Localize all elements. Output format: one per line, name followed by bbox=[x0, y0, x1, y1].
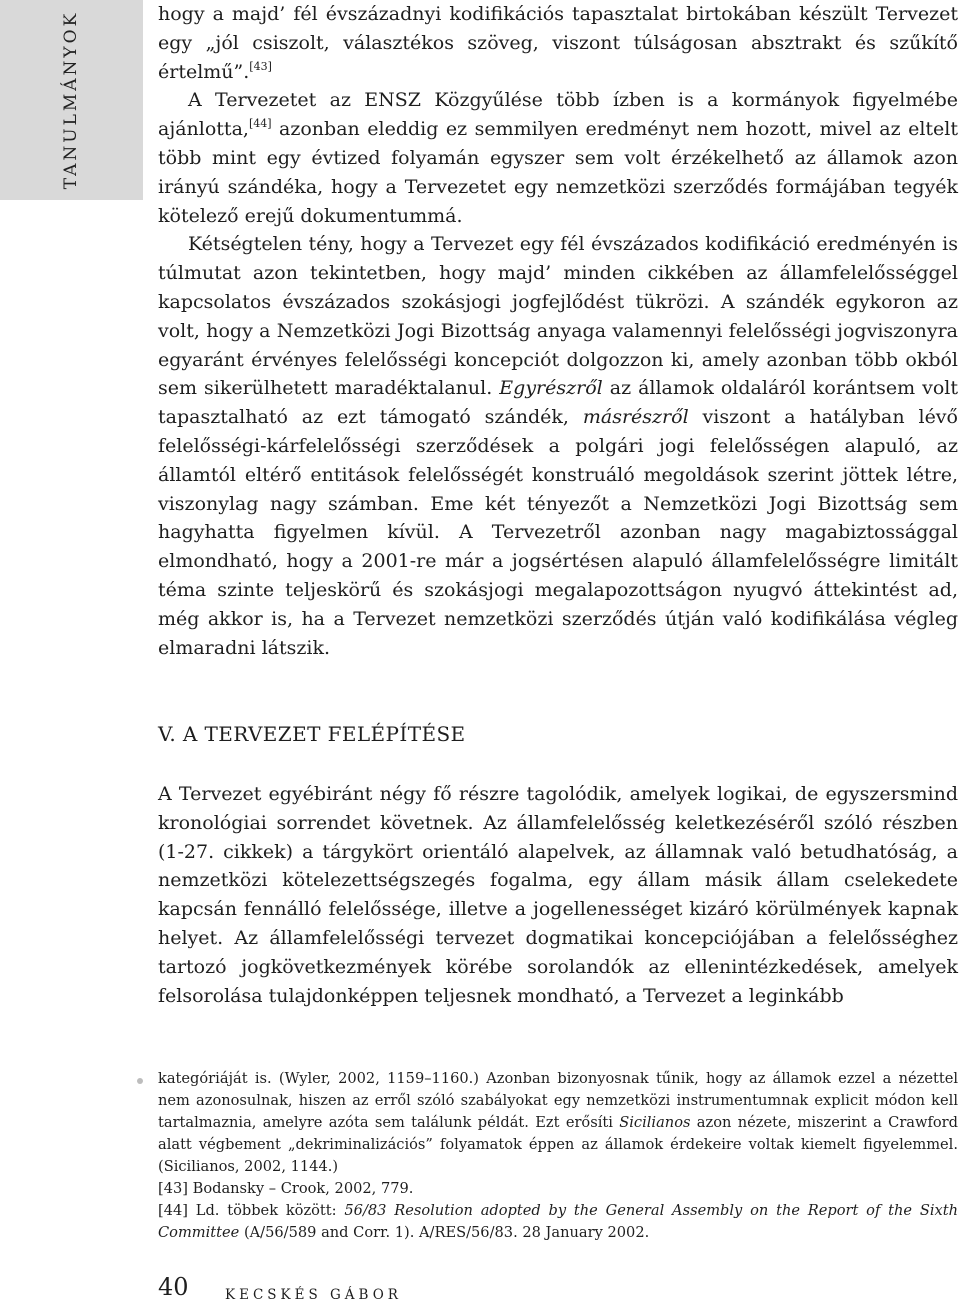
footnote-ref-43[interactable]: [43] bbox=[249, 59, 272, 73]
page-number: 40 bbox=[158, 1273, 189, 1301]
paragraph-un-assembly: A Tervezetet az ENSZ Közgyűlése több ízben is a kormányok figyelmébe ajánlotta,[44] azonban eleddig ez semmilyen eredményt nem hozott, mivel az eltelt több mint egy évtized folyamán egyszer sem volt érzékelhető az államok azon irányú szándéka, hogy a Tervezetet egy nemzetközi szerződés formájában tegyék kötelező erejű dokumentummá. bbox=[158, 89, 958, 227]
footnote-43: [43] Bodansky – Crook, 2002, 779. bbox=[158, 1180, 414, 1197]
footnote-bullet-icon bbox=[137, 1078, 143, 1084]
section-side-tab-label: TANULMÁNYOK bbox=[61, 10, 81, 190]
body-text-section bbox=[158, 780, 958, 1010]
body-text-top bbox=[158, 0, 958, 662]
paragraph-continuation: hogy a majd’ fél évszázadnyi kodifikációs tapasztalat birtokában készült Tervezet egy „jól csiszolt, választékos szöveg, viszont túlságosan absztrakt és szűkítő értelmű”.[43] bbox=[158, 3, 958, 83]
paragraph-codification: Kétségtelen tény, hogy a Tervezet egy fél évszázados kodifikáció eredményén is túlmutat azon tekintetben, hogy majd’ minden cikkében az államfelelősséggel kapcsolatos évszázados szokásjogi jogfejlődést tükrözi. A szándék egykoron az volt, hogy a Nemzetközi Jogi Bizottság anyaga valamennyi felelősségi jogviszonyra egyaránt érvényes felelősségi koncepciót dolgozzon ki, amely azonban több okból sem sikerülhetett maradéktalanul. Egyrészről az államok oldaláról korántsem volt tapasztalható az ezt támogató szándék, másrészről viszont a hatályban lévő felelősségi-kárfelelősségi szerződések a polgári jogi felelősségen alapuló, az államtól eltérő entitások felelősségét konstruáló megoldások szerint jöttek létre, viszonylag nagy számban. Eme két tényezőt a Nemzetközi Jogi Bizottság sem hagyhatta figyelmen kívül. A Tervezetről azonban nagy magabiztossággal elmondható, hogy a 2001-re már a jogsértésen alapuló államfelelősségre limitált téma szinte teljeskörű és szokásjogi megalapozottságon nyugvó áttekintést ad, még akkor is, ha a Tervezet nemzetközi szerződés útján való kodifikálása végleg elmaradni látszik. bbox=[158, 233, 959, 659]
running-footer-author: KECSKÉS GÁBOR bbox=[225, 1287, 402, 1303]
footnote-continuation: kategóriáját is. (Wyler, 2002, 1159–1160.) Azonban bizonyosnak tűnik, hogy az államok ezzel a nézettel nem azonosulnak, hiszen az erről szóló szabályokat egy nemzetközi instrumentumnak explicit módon kell tartalmaznia, amelyre azóta sem találunk példát. Ezt erősíti Sicilianos azon nézete, miszerint a Crawford alatt végbement „dekriminalizációs” folyamatok éppen az államok érdekeire voltak kiemelt figyelemmel. (Sicilianos, 2002, 1144.) bbox=[158, 1070, 958, 1175]
paragraph-structure: A Tervezet egyébiránt négy fő részre tagolódik, amelyek logikai, de egyszersmind kronológiai sorrendet követnek. Az államfelelősség keletkezéséről szóló részben (1-27. cikkek) a tárgykört orientáló alapelvek, az államnak való betudhatóság, a nemzetközi kötelezettségszegés fogalma, egy állam másik állam cselekedete kapcsán fennálló felelőssége, illetve a jogellenességet kizáró körülmények kapnak helyet. Az államfelelősségi tervezet dogmatikai koncepciójában a felelősséghez tartozó jogkövetkezmények körébe sorolandók az ellenintézkedések, amelyek felsorolása tulajdonképpen teljesnek mondható, a Tervezet a leginkább bbox=[158, 783, 958, 1007]
footnotes bbox=[158, 1068, 958, 1244]
footnote-ref-44[interactable]: [44] bbox=[248, 117, 272, 131]
section-heading: V. A TERVEZET FELÉPÍTÉSE bbox=[158, 722, 466, 746]
section-side-tab bbox=[0, 0, 143, 200]
footnote-44: [44] Ld. többek között: 56/83 Resolution adopted by the General Assembly on the Report of the Sixth Committee (A/56/589 and Corr. 1). A/RES/56/83. 28 January 2002. bbox=[158, 1202, 958, 1241]
